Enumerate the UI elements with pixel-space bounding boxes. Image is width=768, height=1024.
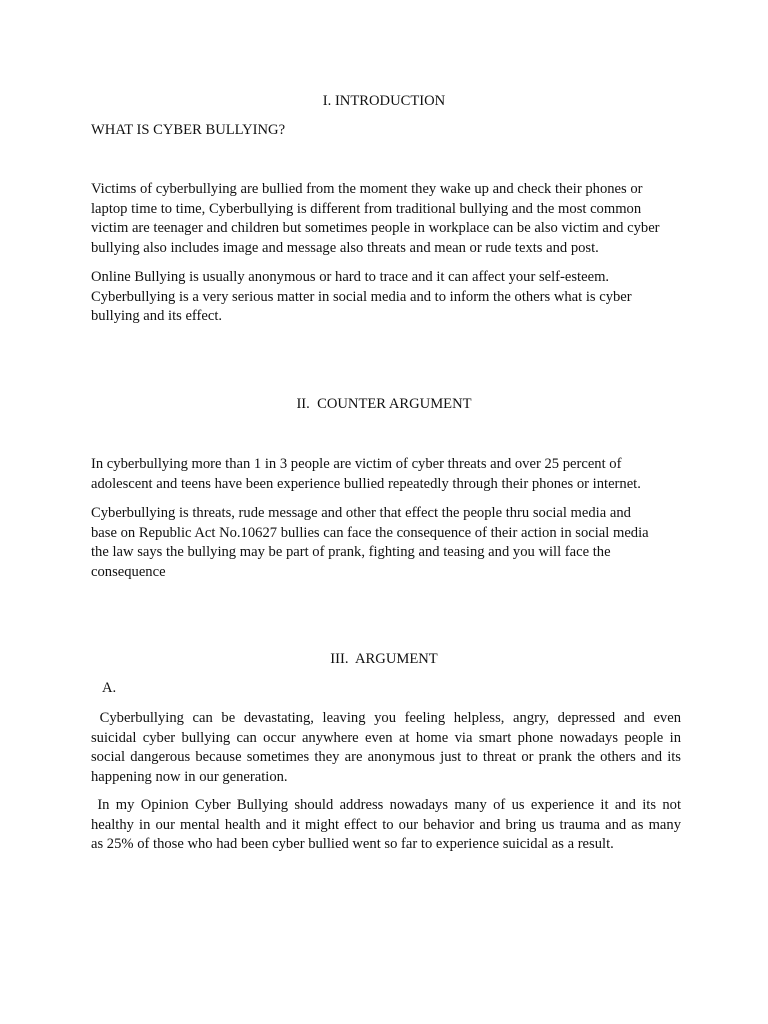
text-line: Victims of cyberbullying are bullied from the moment they wake up and check their phones or (91, 181, 643, 197)
text-line: as 25% of those who had been cyber bullied went so far to experience suicidal as a result. (91, 836, 614, 852)
text-line: Cyberbullying can be devastating, leaving you feeling helpless, angry, depressed and even (91, 710, 681, 726)
argument-paragraph-1 (91, 709, 681, 787)
text-line: In cyberbullying more than 1 in 3 people are victim of cyber threats and over 25 percent of (91, 456, 622, 472)
counter-paragraph-2 (91, 504, 681, 582)
text-line: bullying and its effect. (91, 308, 223, 324)
argument-paragraph-2 (91, 796, 681, 855)
text-line: adolescent and teens have been experience bullied repeatedly through their phones or internet. (91, 475, 641, 492)
text-line: consequence (91, 563, 166, 580)
text-line: happening now in our generation. (91, 768, 288, 785)
intro-paragraph-2 (91, 268, 681, 327)
section-heading-counter-argument: II. COUNTER ARGUMENT (296, 396, 472, 412)
section-heading-argument: III. ARGUMENT (330, 651, 438, 667)
text-line: the law says the bullying may be part of prank, fighting and teasing and you will face the (91, 544, 611, 560)
list-label-a: A. (102, 680, 117, 696)
text-line: healthy in our mental health and it might effect to our behavior and bring us trauma and as many (91, 816, 681, 833)
text-line: suicidal cyber bullying can occur anywhere even at home via smart phone nowadays people in (91, 729, 681, 746)
text-line: social dangerous because sometimes they are anonymous just to threat or prank the others and its (91, 749, 681, 765)
text-line: bullying also includes image and message also threats and mean or rude texts and post. (91, 239, 599, 256)
text-line: Cyberbullying is a very serious matter in social media and to inform the others what is cyber (91, 288, 632, 305)
text-line: base on Republic Act No.10627 bullies can face the consequence of their action in social media (91, 524, 649, 541)
text-line: laptop time to time, Cyberbullying is different from traditional bullying and the most common (91, 200, 642, 217)
text-line: Online Bullying is usually anonymous or hard to trace and it can affect your self-esteem. (91, 269, 610, 285)
text-line: In my Opinion Cyber Bullying should address nowadays many of us experience it and its not (91, 797, 681, 813)
intro-paragraph-1 (91, 180, 681, 258)
counter-paragraph-1 (91, 455, 681, 494)
question-heading: WHAT IS CYBER BULLYING? (91, 122, 286, 138)
text-line: victim are teenager and children but sometimes people in workplace can be also victim and cyber (91, 220, 660, 236)
text-line: Cyberbullying is threats, rude message and other that effect the people thru social media and (91, 505, 631, 521)
section-heading-introduction: I. INTRODUCTION (322, 93, 446, 109)
